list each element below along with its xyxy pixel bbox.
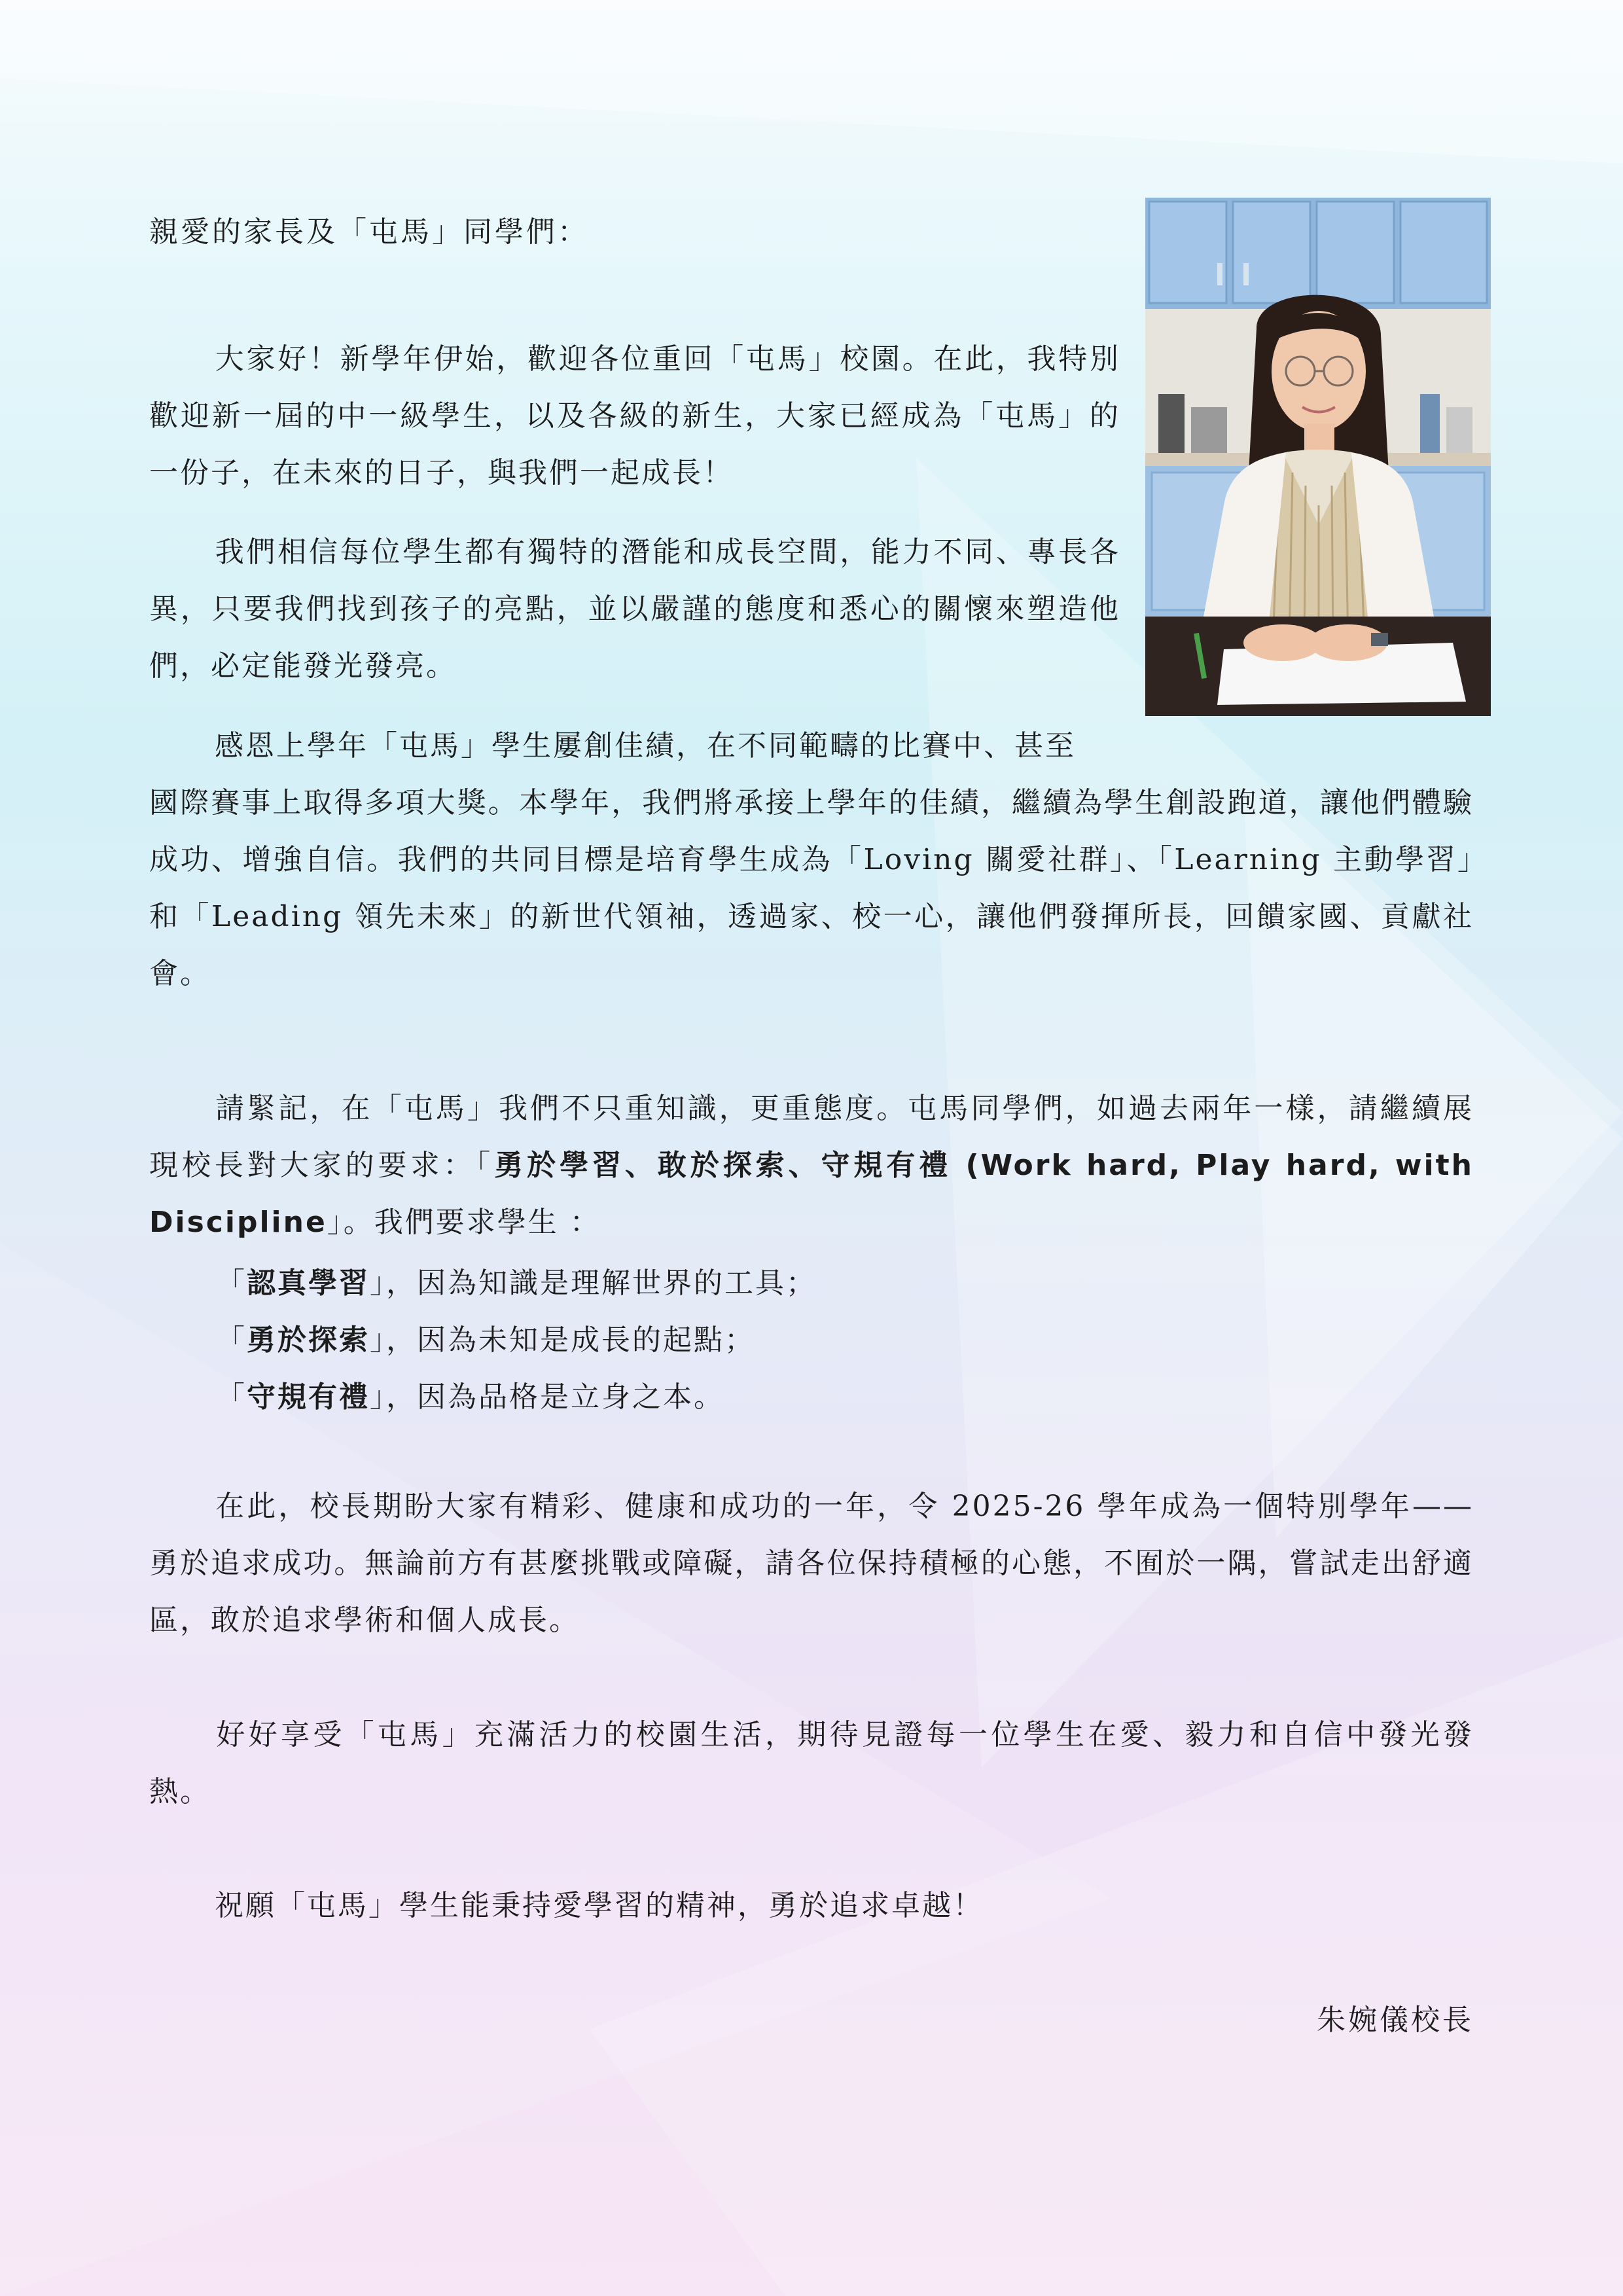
principal-portrait-icon (1145, 198, 1491, 716)
letter-paragraph-welcome (149, 331, 1120, 501)
letter-paragraph-potential (149, 524, 1120, 694)
letter-paragraph-achievements-intro (149, 717, 1120, 774)
paragraph-text: 請緊記，在「屯馬」我們不只重知識，更重態度。屯馬同學們，如過去兩年一樣，請繼續展現校長對大家的要求：「 (149, 1092, 1474, 1182)
quote-mark: 「 (216, 1323, 247, 1357)
requirement-keyword: 守規有禮 (247, 1380, 370, 1414)
paragraph-text: 祝願「屯馬」學生能秉持愛學習的精神，勇於追求卓越！ (215, 1889, 984, 1922)
quote-mark: 「 (216, 1266, 247, 1300)
requirement-text: 」，因為未知是成長的起點； (370, 1323, 755, 1357)
requirement-item-discipline (216, 1373, 724, 1415)
principal-photo (1145, 198, 1491, 716)
requirement-text: 」，因為知識是理解世界的工具； (370, 1266, 817, 1300)
paragraph-text: 好好享受「屯馬」充滿活力的校園生活，期待見證每一位學生在愛、毅力和自信中發光發熱。 (149, 1718, 1474, 1808)
letter-paragraph-campus-life (149, 1706, 1474, 1820)
principal-signature: 朱婉儀校長 (1317, 2003, 1474, 2037)
requirement-text: 」，因為品格是立身之本。 (370, 1380, 724, 1414)
paragraph-text: 大家好！新學年伊始，歡迎各位重回「屯馬」校園。在此，我特別歡迎新一屆的中一級學生，以及各級的新生，大家已經成為「屯馬」的一份子，在未來的日子，與我們一起成長！ (149, 342, 1120, 490)
school-motto-text: 勇於學習、敢於探索、守規有禮 (Work hard, Play hard, with Discipline (149, 1149, 1474, 1239)
paragraph-text: 國際賽事上取得多項大獎。本學年，我們將承接上學年的佳績，繼續為學生創設跑道，讓他們體驗成功、增強自信。我們的共同目標是培育學生成為「Loving 關愛社群」、「Learning 主動學習」和「Leading 領先未來」的新世代領袖，透過家、校一心，讓他們發揮所長，回饋家國、貢獻社會。 (149, 786, 1474, 990)
quote-mark: 「 (216, 1380, 247, 1414)
paragraph-text: 在此，校長期盼大家有精彩、健康和成功的一年，令 2025-26 學年成為一個特別學年——勇於追求成功。無論前方有甚麼挑戰或障礙，請各位保持積極的心態，不囿於一隅，嘗試走出舒適區，敢於追求學術和個人成長。 (149, 1490, 1474, 1637)
requirement-item-exploring (216, 1316, 755, 1358)
requirement-keyword: 認真學習 (247, 1266, 370, 1300)
paragraph-text: 感恩上學年「屯馬」學生屢創佳績，在不同範疇的比賽中、甚至 (215, 729, 1076, 762)
letter-paragraph-blessing (149, 1877, 1474, 1934)
letter-paragraph-new-year (149, 1478, 1474, 1649)
letter-salutation: 親愛的家長及「屯馬」同學們： (149, 215, 589, 249)
requirement-keyword: 勇於探索 (247, 1323, 370, 1357)
requirement-item-learning (216, 1259, 817, 1301)
letter-paragraph-attitude (149, 1080, 1474, 1251)
letter-paragraph-achievements (149, 774, 1474, 1002)
paragraph-text: 」。我們要求學生 ： (327, 1206, 601, 1239)
paragraph-text: 我們相信每位學生都有獨特的潛能和成長空間，能力不同、專長各異，只要我們找到孩子的亮點，並以嚴謹的態度和悉心的關懷來塑造他們，必定能發光發亮。 (149, 535, 1120, 683)
